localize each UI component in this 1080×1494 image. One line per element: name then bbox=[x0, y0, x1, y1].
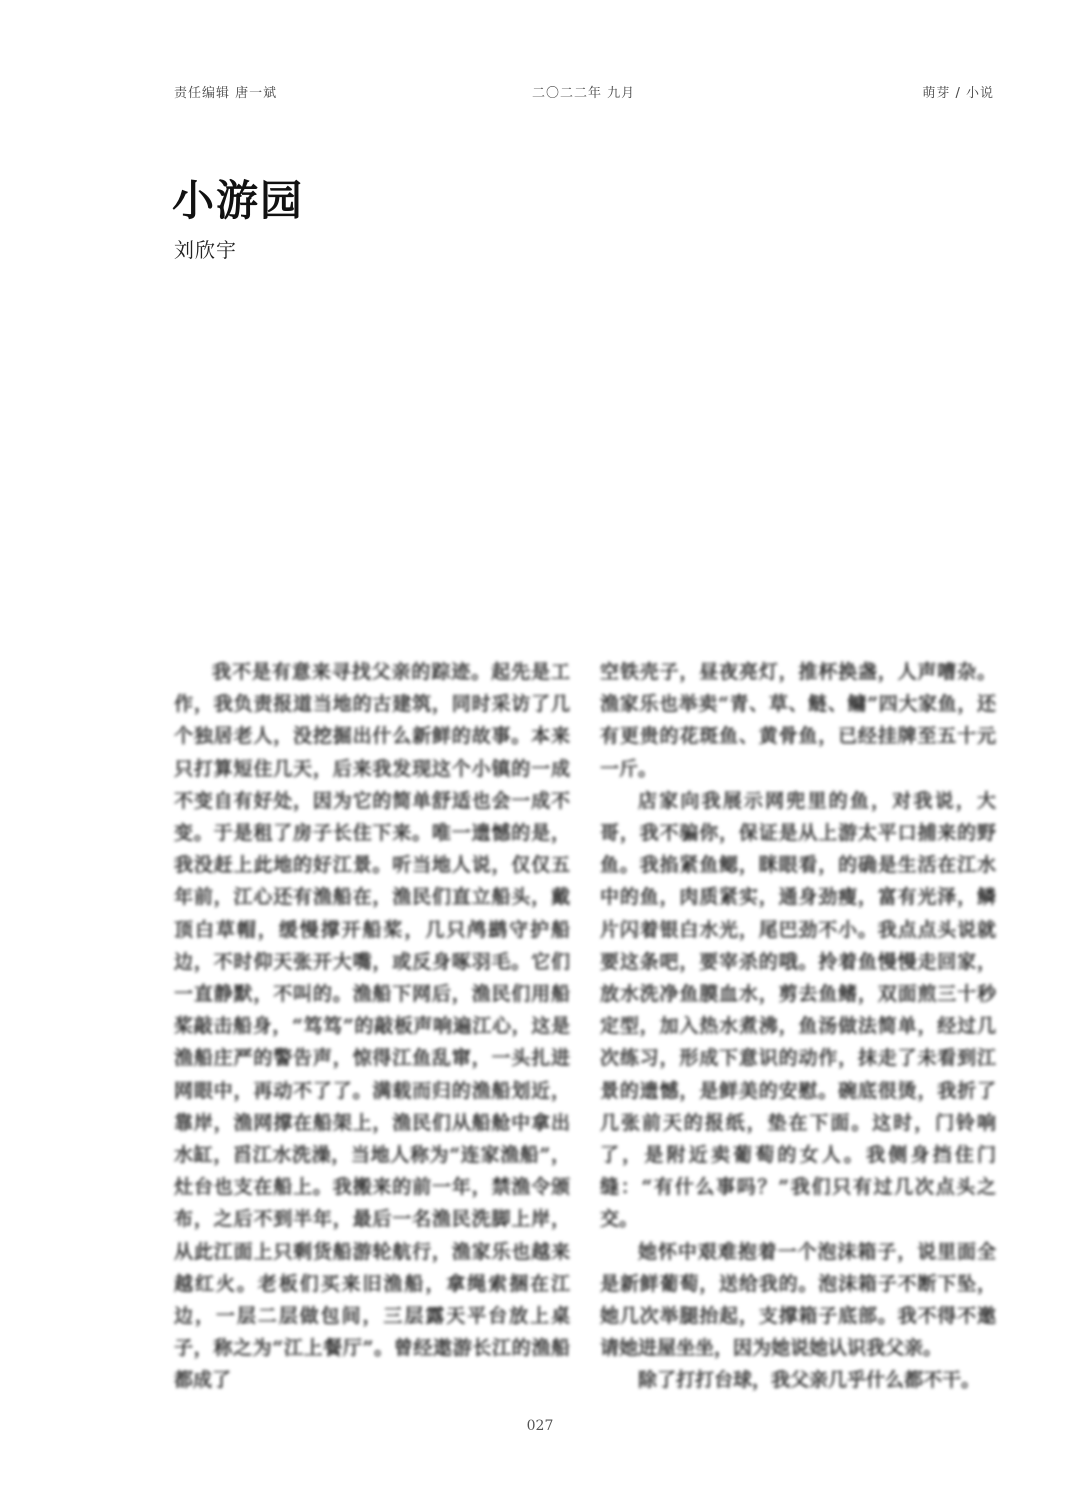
paragraph: 我不是有意来寻找父亲的踪迹。起先是工作，我负责报道当地的古建筑，同时采访了几个独居老人，没挖掘出什么新鲜的故事。本来只打算短住几天，后来我发现这个小镇的一成不变自有好处，因为它的简单舒适也会一成不变。于是租了房子长住下来。唯一遗憾的是，我没赶上此地的好江景。听当地人说，仅仅五年前，江心还有渔船在，渔民们直立船头，戴顶白草帽，缓慢撑开船桨，几只鸬鹚守护船边，不时仰天张开大嘴，或反身啄羽毛。它们一直静默，不叫的。渔船下网后，渔民们用船桨敲击船身，“笃笃”的敲板声响遍江心，这是渔船庄严的警告声，惊得江鱼乱窜，一头扎进网眼中，再动不了了。满载而归的渔船划近，靠岸，渔网撑在船架上，渔民们从船舱中拿出水缸，舀江水洗澡，当地人称为“连家渔船”，灶台也支在船上。我搬来的前一年，禁渔令颁布，之后不到半年，最后一名渔民洗脚上岸，从此江面上只剩货船游轮航行，渔家乐也越来越红火。老板们买来旧渔船，拿绳索捆在江边，一层二层做包间，三层露天平台放上桌子，称之为“江上餐厅”。曾经遨游长江的渔船都成了 bbox=[174, 661, 570, 1392]
paragraph: 店家向我展示网兜里的鱼，对我说，大哥，我不骗你，保证是从上游太平口捕来的野鱼。我掐紧鱼鳃，眯眼看，的确是生活在江水中的鱼，肉质紧实，通身劲瘦，富有光泽，鳞片闪着银白水光，尾巴劲不小。我点点头说就要这条吧，要宰杀的哦。拎着鱼慢慢走回家，放水洗净鱼膜血水，剪去鱼鳍，双面煎三十秒定型，加入热水煮沸，鱼汤做法简单，经过几次练习，形成下意识的动作，抹走了未看到江景的遗憾，是鲜美的安慰。碗底很烫，我折了几张前天的报纸，垫在下面。这时，门铃响了，是附近卖葡萄的女人。我侧身挡住门缝：“有什么事吗？”我们只有过几次点头之交。 bbox=[600, 789, 996, 1231]
text-column-left bbox=[174, 656, 570, 1392]
article-title: 小游园 bbox=[172, 176, 305, 225]
section-label: 萌芽 / 小说 bbox=[922, 86, 994, 101]
text-column-right bbox=[600, 656, 996, 1392]
paragraph: 空铁壳子，昼夜亮灯，推杯换盏，人声嘈杂。渔家乐也举卖“青、草、鲢、鳙”四大家鱼，还有更贵的花斑鱼、黄骨鱼，已经挂牌至五十元一斤。 bbox=[600, 661, 996, 780]
running-header bbox=[174, 82, 994, 102]
editor-credit: 责任编辑 唐一斌 bbox=[174, 86, 278, 101]
issue-date: 二〇二二年 九月 bbox=[532, 86, 636, 101]
paragraph: 除了打打台球，我父亲几乎什么都不干。 bbox=[638, 1369, 981, 1392]
paragraph: 她怀中艰难抱着一个泡沫箱子，说里面全是新鲜葡萄，送给我的。泡沫箱子不断下坠，她几次举腿抬起，支撑箱子底部。我不得不邀请她进屋坐坐，因为她说她认识我父亲。 bbox=[600, 1240, 996, 1360]
page-number: 027 bbox=[526, 1418, 554, 1434]
article-body bbox=[174, 656, 996, 1392]
article-author: 刘欣宇 bbox=[174, 238, 237, 262]
